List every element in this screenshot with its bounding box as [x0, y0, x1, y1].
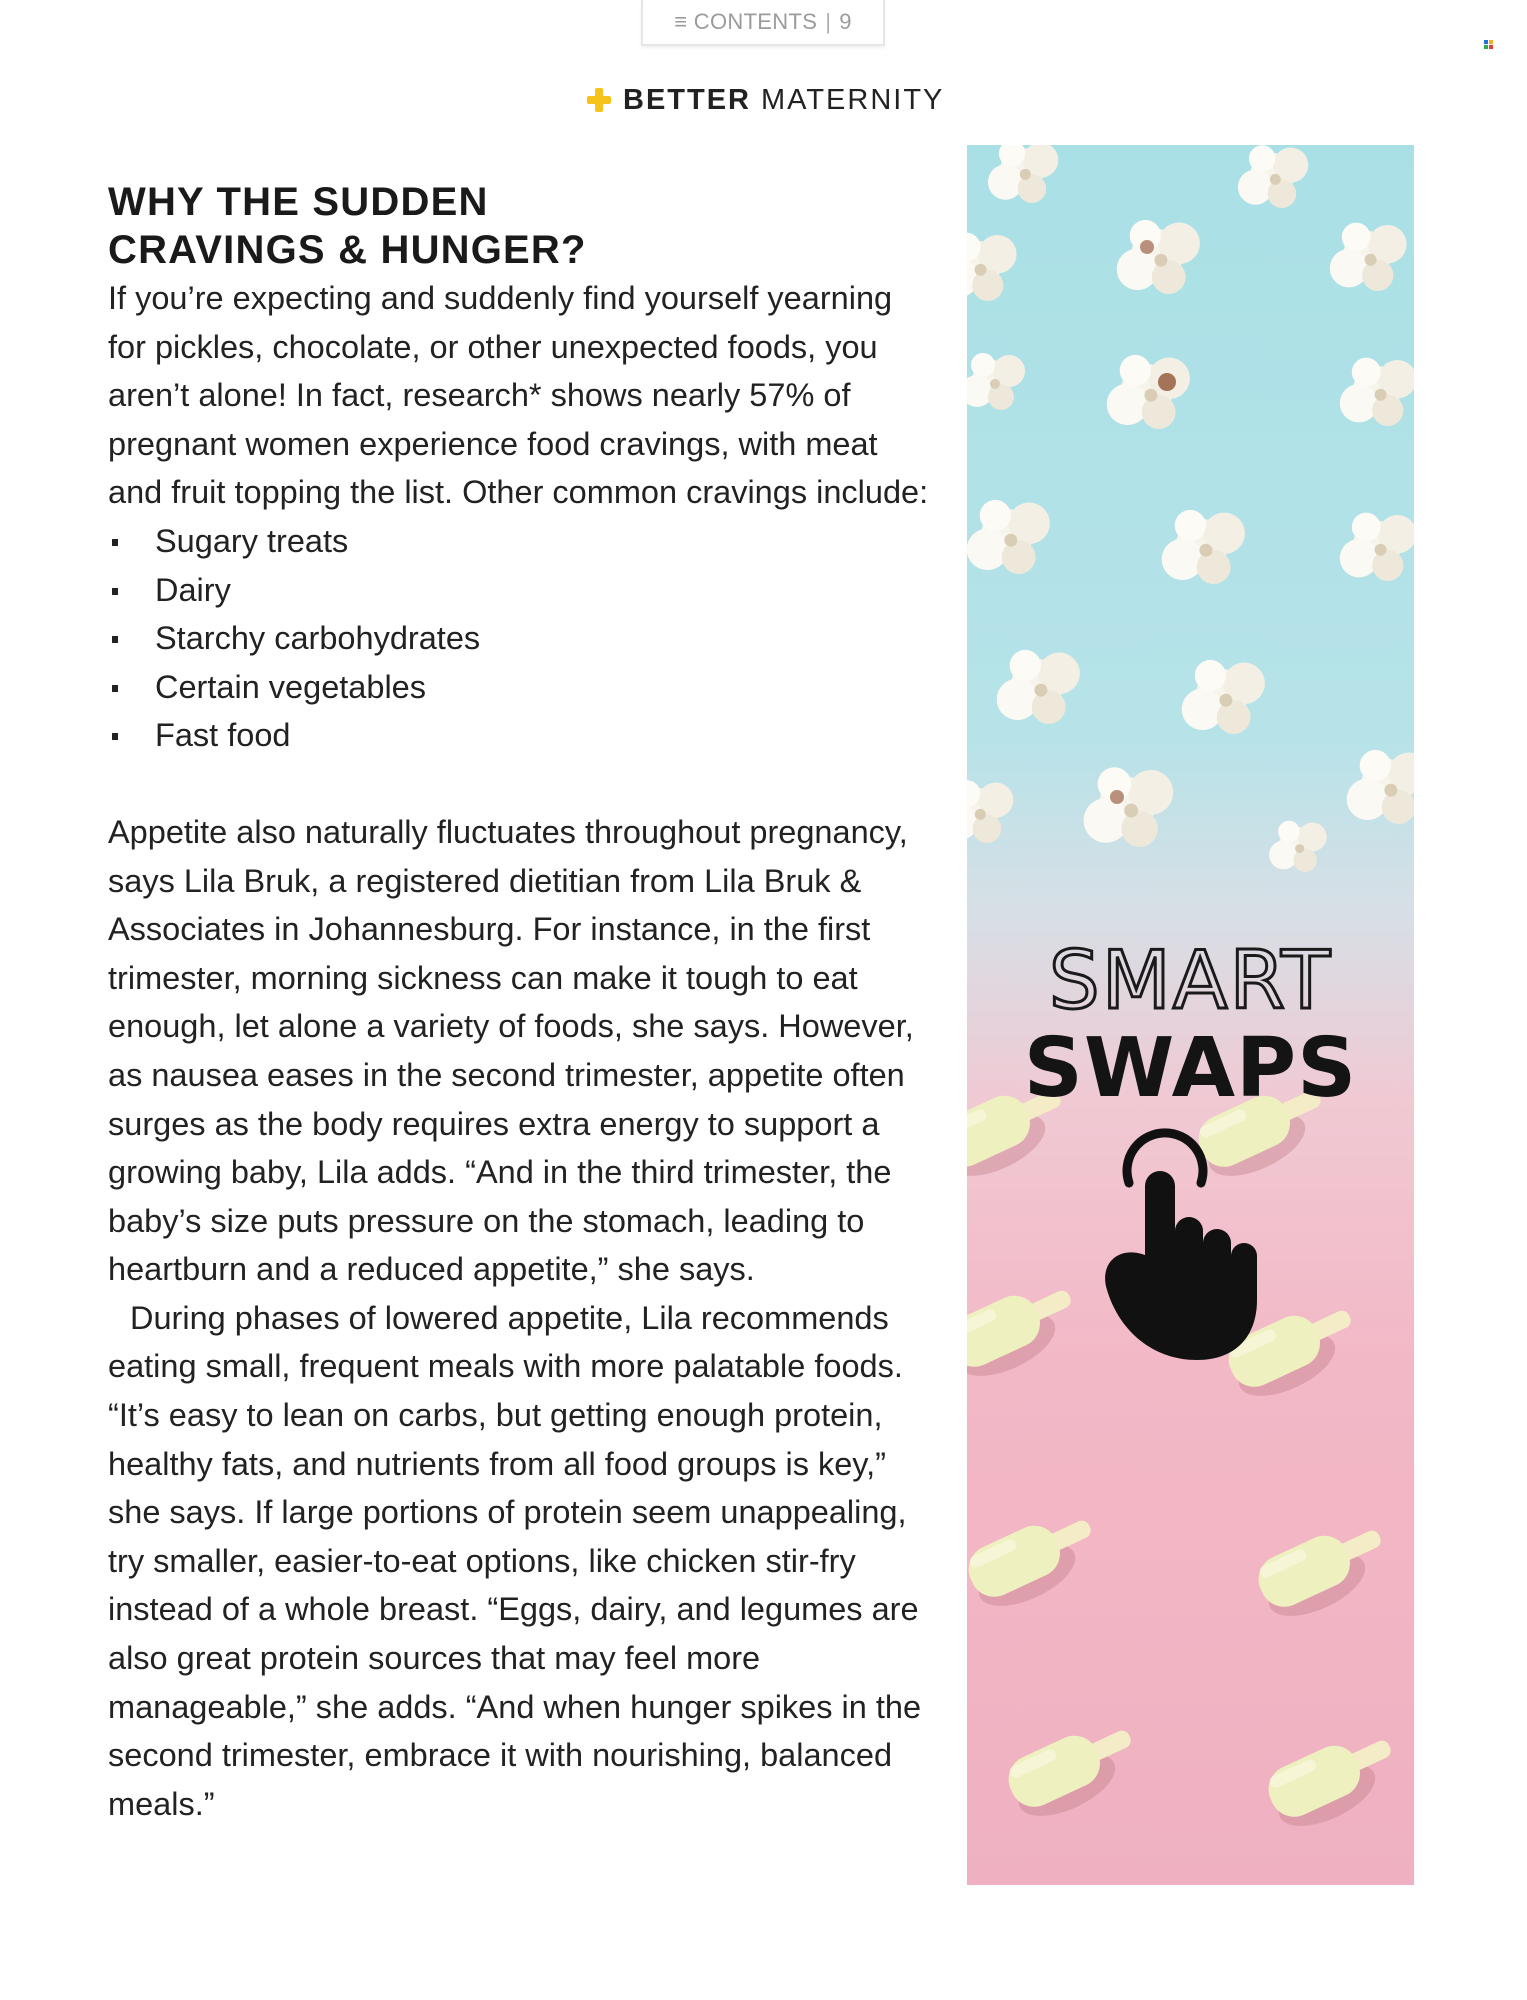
list-item: Dairy [108, 566, 938, 615]
page-number: 9 [839, 9, 852, 34]
smart-swaps-promo[interactable] [967, 145, 1414, 1885]
list-item: Certain vegetables [108, 663, 938, 712]
paragraph-gap [108, 760, 938, 808]
body-paragraph-1: Appetite also naturally fluctuates throughout pregnancy, says Lila Bruk, a registered dietitian from Lila Bruk & Associates in Johannesburg. For instance, in the first trimester, morning sickness can make it tough to eat enough, let alone a variety of foods, she says. However, as nausea eases in the second trimester, appetite often surges as the body requires extra energy to support a growing baby, Lila adds. “And in the third trimester, the baby’s size puts pressure on the stomach, leading to heartburn and a reduced appetite,” she says. [108, 813, 914, 1288]
corner-logo-icon [1484, 40, 1494, 50]
article [108, 178, 938, 1828]
section-title-strong: BETTER [623, 83, 751, 116]
section-header [585, 80, 944, 120]
popcorn-pattern [967, 145, 1414, 872]
list-item: Fast food [108, 711, 938, 760]
headline-line-2: CRAVINGS & HUNGER? [108, 228, 587, 272]
section-title-light: MATERNITY [761, 83, 945, 116]
body-paragraph-2: During phases of lowered appetite, Lila recommends eating small, frequent meals with more palatable foods. “It’s easy to lean on carbs, but getting enough protein, healthy fats, and nutrients from all food groups is key,” she says. If large portions of protein seem unappealing, try smaller, easier-to-eat options, like chicken stir-fry instead of a whole breast. “Eggs, dairy, and legumes are also great protein sources that may feel more manageable,” she adds. “And when hunger spikes in the second trimester, embrace it with nourishing, balanced meals.” [108, 1299, 922, 1822]
intro-paragraph: If you’re expecting and suddenly find yourself yearning for pickles, chocolate, or other unexpected foods, you aren’t alone! In fact, research* shows nearly 57% of pregnant women experience food cravings, with meat and fruit topping the list. Other common cravings include: [108, 280, 929, 511]
promo-title-solid: SWAPS [1023, 1021, 1358, 1116]
list-item: Sugary treats [108, 517, 938, 566]
list-item: Starchy carbohydrates [108, 614, 938, 663]
headline-line-1: WHY THE SUDDEN [108, 180, 489, 224]
promo-title-outline: SMART [1048, 934, 1333, 1027]
contents-link[interactable]: ≡ CONTENTS [674, 9, 818, 34]
article-headline [108, 178, 938, 274]
contents-tab[interactable] [641, 0, 885, 46]
promo-title [967, 934, 1414, 1116]
pointing-hand-icon[interactable] [1097, 1125, 1277, 1365]
cravings-list [108, 517, 938, 760]
tab-divider: | [825, 9, 832, 34]
plus-icon [585, 86, 613, 114]
